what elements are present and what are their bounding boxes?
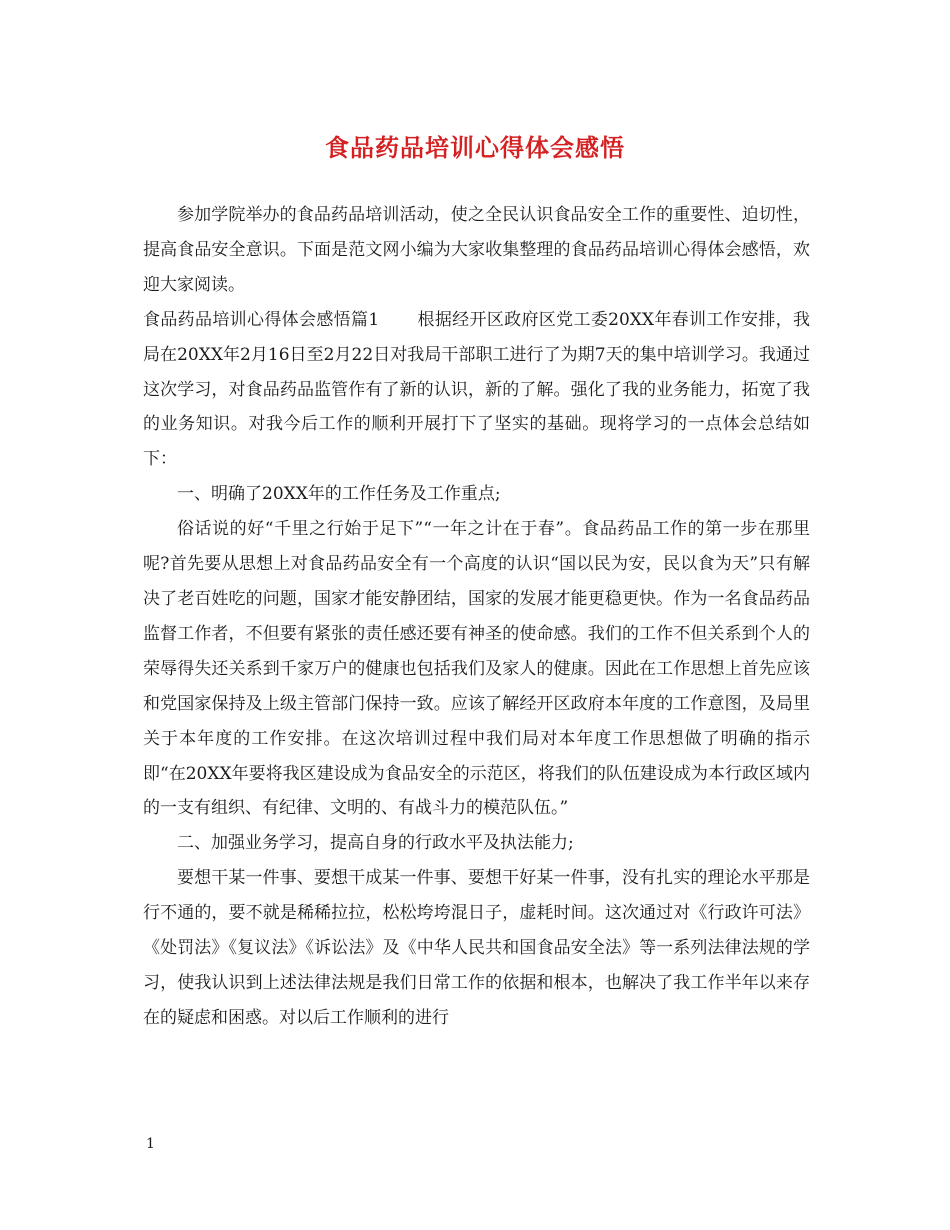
document-body <box>143 198 810 1036</box>
heading-1: 一、明确了20XX年的工作任务及工作重点; <box>177 484 501 505</box>
heading-2: 二、加强业务学习，提高自身的行政水平及执法能力; <box>177 833 574 854</box>
page-number: 1 <box>146 1136 155 1152</box>
section-label: 食品药品培训心得体会感悟篇1 <box>143 309 380 330</box>
section-first-text: 根据经开区政府区党工委20XX年春训工作安排，我局在20XX年2月16日至2月22日对我局干部职工进行了为期7天的集中培训学习。我通过这次学习，对食品药品监管作有了新的认识，新的了解。强化了我的业务能力，拓宽了我的业务知识。对我今后工作的顺利开展打下了坚实的基础。现将学习的一点体会总结如下： <box>143 309 810 470</box>
intro-paragraph: 参加学院举办的食品药品培训活动，使之全民认识食品安全工作的重要性、迫切性，提高食品安全意识。下面是范文网小编为大家收集整理的食品药品培训心得体会感悟，欢迎大家阅读。 <box>143 205 810 295</box>
paragraph-2: 要想干某一件事、要想干成某一件事、要想干好某一件事，没有扎实的理论水平那是行不通的，要不就是稀稀拉拉，松松垮垮混日子，虚耗时间。这次通过对《行政许可法》《处罚法》《复议法》《诉讼法》及《中华人民共和国食品安全法》等一系列法律法规的学习，使我认识到上述法律法规是我们日常工作的依据和根本，也解决了我工作半年以来存在的疑虑和困惑。对以后工作顺利的进行 <box>143 868 810 1028</box>
paragraph-1: 俗话说的好“千里之行始于足下”“一年之计在于春”。食品药品工作的第一步在那里呢?首先要从思想上对食品药品安全有一个高度的认识“国以民为安，民以食为天”只有解决了老百姓吃的问题，国家才能安静团结，国家的发展才能更稳更快。作为一名食品药品监督工作者，不但要有紧张的责任感还要有神圣的使命感。我们的工作不但关系到个人的荣辱得失还关系到千家万户的健康也包括我们及家人的健康。因此在工作思想上首先应该和党国家保持及上级主管部门保持一致。应该了解经开区政府本年度的工作意图，及局里关于本年度的工作安排。在这次培训过程中我们局对本年度工作思想做了明确的指示即“在20XX年要将我区建设成为食品安全的示范区，将我们的队伍建设成为本行政区域内的一支有组织、有纪律、文明的、有战斗力的模范队伍。” <box>143 519 810 819</box>
document-title: 食品药品培训心得体会感悟 <box>325 133 625 162</box>
section-paragraph <box>143 303 810 478</box>
